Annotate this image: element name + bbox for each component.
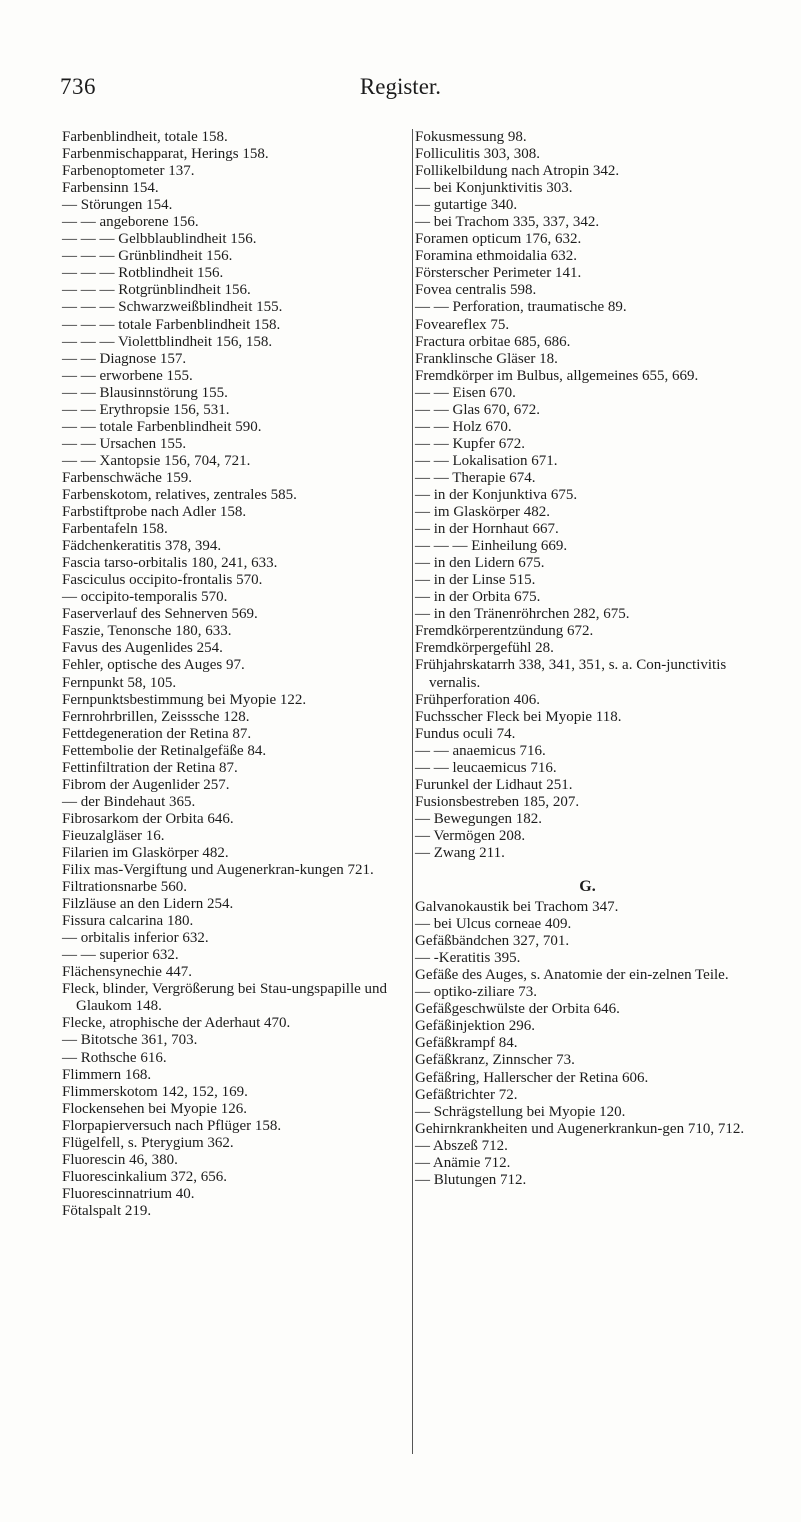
index-column-left [62, 129, 407, 1220]
index-entry: — Rothsche 616. [62, 1049, 167, 1066]
index-entry: Fibrom der Augenlider 257. [62, 776, 230, 793]
index-entry: Fremdkörpergefühl 28. [415, 640, 554, 657]
index-entry: Fissura calcarina 180. [62, 913, 194, 930]
index-entry: — in der Orbita 675. [415, 589, 541, 606]
index-entry: Favus des Augenlides 254. [62, 640, 223, 657]
index-entry: Fusionsbestreben 185, 207. [415, 793, 580, 810]
index-entry: Foramen opticum 176, 632. [415, 231, 582, 248]
index-entry: Gefäßtrichter 72. [415, 1086, 518, 1103]
page-number: 736 [60, 74, 96, 99]
index-entry: Filarien im Glaskörper 482. [62, 844, 229, 861]
index-entry: Florpapierversuch nach Pflüger 158. [62, 1117, 282, 1134]
index-entry: — Bewegungen 182. [415, 810, 543, 827]
index-entry: — — — Rotgrünblindheit 156. [62, 282, 251, 299]
index-entry: Gefäßgeschwülste der Orbita 646. [415, 1001, 620, 1018]
index-entry: — Bitotsche 361, 703. [62, 1032, 198, 1049]
index-entry: — im Glaskörper 482. [415, 504, 550, 521]
index-entry: — orbitalis inferior 632. [62, 930, 209, 947]
index-entry: — — — totale Farbenblindheit 158. [62, 316, 281, 333]
index-entry: Farbenmischapparat, Herings 158. [62, 146, 269, 163]
index-entry: Fremdkörper im Bulbus, allgemeines 655, 669. [415, 367, 699, 384]
index-entry: Filzläuse an den Lidern 254. [62, 896, 234, 913]
index-entry: Flimmerskotom 142, 152, 169. [62, 1083, 248, 1100]
index-entry: Fleck, blinder, Vergrößerung bei Stau-ungspapille und Glaukom 148. [62, 981, 388, 1015]
index-entry: — in der Linse 515. [415, 572, 536, 589]
index-entry: Fädchenkeratitis 378, 394. [62, 538, 222, 555]
index-entry: Farbentafeln 158. [62, 521, 168, 538]
index-entry: Foveareflex 75. [415, 316, 510, 333]
index-entry: — — Erythropsie 156, 531. [62, 401, 230, 418]
index-entry: Fibrosarkom der Orbita 646. [62, 810, 234, 827]
index-entry: — — Eisen 670. [415, 384, 516, 401]
index-entry: Fluorescinnatrium 40. [62, 1185, 195, 1202]
index-entry: Farbenblindheit, totale 158. [62, 129, 228, 145]
index-entry: Gefäßring, Hallerscher der Retina 606. [415, 1069, 649, 1086]
index-entry: — — Perforation, traumatische 89. [415, 299, 627, 316]
index-entry: Follikelbildung nach Atropin 342. [415, 163, 620, 180]
index-entry: Folliculitis 303, 308. [415, 146, 541, 163]
index-entry: Fluorescin 46, 380. [62, 1151, 178, 1168]
index-entry: — in der Hornhaut 667. [415, 521, 559, 538]
index-entry: — bei Trachom 335, 337, 342. [415, 214, 600, 231]
index-entry: Flockensehen bei Myopie 126. [62, 1100, 247, 1117]
index-entry: Gehirnkrankheiten und Augenerkrankun-gen 710, 712. [415, 1120, 745, 1137]
index-entry: — — — Violettblindheit 156, 158. [62, 333, 273, 350]
index-entry: — in den Lidern 675. [415, 555, 545, 572]
index-entry: Frühperforation 406. [415, 691, 540, 708]
index-entry: — -Keratitis 395. [415, 950, 521, 967]
index-entry: — — anaemicus 716. [415, 742, 546, 759]
index-entry: Fasciculus occipito-frontalis 570. [62, 572, 263, 589]
index-entry: Fettinfiltration der Retina 87. [62, 759, 238, 776]
index-entry: — in den Tränenröhrchen 282, 675. [415, 606, 630, 623]
index-entries-f [415, 129, 760, 862]
index-entry: Försterscher Perimeter 141. [415, 265, 582, 282]
index-entry: Gefäßkrampf 84. [415, 1035, 518, 1052]
index-entry: Fuchsscher Fleck bei Myopie 118. [415, 708, 622, 725]
index-entry: — Zwang 211. [415, 844, 505, 861]
index-entry: — — leucaemicus 716. [415, 759, 557, 776]
index-entry: Gefäßbändchen 327, 701. [415, 933, 570, 950]
page-header [0, 74, 801, 106]
index-entry: Foramina ethmoidalia 632. [415, 248, 578, 265]
index-entry: Fernpunkt 58, 105. [62, 674, 177, 691]
index-entry: Fettembolie der Retinalgefäße 84. [62, 742, 267, 759]
index-entry: — — Diagnose 157. [62, 350, 187, 367]
index-entry: — gutartige 340. [415, 197, 518, 214]
index-entry: Flimmern 168. [62, 1066, 152, 1083]
index-entry: — — Lokalisation 671. [415, 452, 558, 469]
index-entry: — — erworbene 155. [62, 367, 193, 384]
index-entry: Farbstiftprobe nach Adler 158. [62, 504, 247, 521]
running-title: Register. [359, 74, 442, 99]
index-entry: Galvanokaustik bei Trachom 347. [415, 899, 619, 916]
index-entry: — der Bindehaut 365. [62, 793, 196, 810]
index-entry: Flügelfell, s. Pterygium 362. [62, 1134, 234, 1151]
index-entry: — — totale Farbenblindheit 590. [62, 418, 262, 435]
index-entry: — Blutungen 712. [415, 1171, 527, 1188]
index-column-right [412, 129, 760, 1454]
index-entry: — — Ursachen 155. [62, 435, 187, 452]
index-entry: — — angeborene 156. [62, 214, 199, 231]
index-entry: — — Holz 670. [415, 418, 512, 435]
index-entry: Fehler, optische des Auges 97. [62, 657, 245, 674]
index-entry: Fovea centralis 598. [415, 282, 537, 299]
index-entry: Filtrationsnarbe 560. [62, 879, 187, 896]
index-entry: Farbenskotom, relatives, zentrales 585. [62, 486, 297, 503]
index-entry: Fascia tarso-orbitalis 180, 241, 633. [62, 555, 278, 572]
index-entry: Fokusmessung 98. [415, 129, 527, 145]
index-entry: — — Kupfer 672. [415, 435, 525, 452]
index-entry: — occipito-temporalis 570. [62, 589, 228, 606]
index-entry: Fieuzalgläser 16. [62, 827, 165, 844]
index-entry: Fötalspalt 219. [62, 1202, 152, 1219]
index-entry: — bei Ulcus corneae 409. [415, 916, 572, 933]
index-entry: Fernpunktsbestimmung bei Myopie 122. [62, 691, 307, 708]
index-entry: Franklinsche Gläser 18. [415, 350, 558, 367]
index-entry: — in der Konjunktiva 675. [415, 486, 578, 503]
index-entry: — Abszeß 712. [415, 1137, 508, 1154]
index-entry: — — superior 632. [62, 947, 179, 964]
index-entry: Fluorescinkalium 372, 656. [62, 1168, 227, 1185]
index-entry: — — Therapie 674. [415, 469, 536, 486]
index-entry: — optiko-ziliare 73. [415, 984, 538, 1001]
index-entry: Gefäßinjektion 296. [415, 1018, 535, 1035]
index-entry: — — — Gelbblaublindheit 156. [62, 231, 257, 248]
index-entry: Fundus oculi 74. [415, 725, 516, 742]
index-entry: Frühjahrskatarrh 338, 341, 351, s. a. Con-junctivitis vernalis. [415, 657, 727, 691]
index-entry: — Anämie 712. [415, 1154, 511, 1171]
index-entry: Furunkel der Lidhaut 251. [415, 776, 573, 793]
index-entry: Faserverlauf des Sehnerven 569. [62, 606, 258, 623]
index-entry: — bei Konjunktivitis 303. [415, 180, 573, 197]
index-entry: Farbenoptometer 137. [62, 163, 195, 180]
index-entry: — Störungen 154. [62, 197, 173, 214]
index-entry: Flecke, atrophische der Aderhaut 470. [62, 1015, 291, 1032]
index-entry: Gefäßkranz, Zinnscher 73. [415, 1052, 575, 1069]
index-entry: Farbensinn 154. [62, 180, 159, 197]
index-entry: — — Xantopsie 156, 704, 721. [62, 452, 251, 469]
index-entry: — Vermögen 208. [415, 827, 526, 844]
index-entry: — — — Schwarzweißblindheit 155. [62, 299, 283, 316]
index-entry: — — Blausinnstörung 155. [62, 384, 228, 401]
index-entry: Faszie, Tenonsche 180, 633. [62, 623, 232, 640]
index-entry: Fractura orbitae 685, 686. [415, 333, 571, 350]
index-entry: Filix mas-Vergiftung und Augenerkran-kungen 721. [62, 862, 374, 879]
index-entry: Farbenschwäche 159. [62, 469, 192, 486]
index-entry: — — — Einheilung 669. [415, 538, 568, 555]
index-entry: Fernrohrbrillen, Zeisssche 128. [62, 708, 250, 725]
index-entry: Gefäße des Auges, s. Anatomie der ein-zelnen Teile. [415, 967, 729, 984]
index-entry: — — Glas 670, 672. [415, 401, 540, 418]
index-entry: Fettdegeneration der Retina 87. [62, 725, 252, 742]
index-entry: Flächensynechie 447. [62, 964, 192, 981]
index-entry: Fremdkörperentzündung 672. [415, 623, 594, 640]
index-entry: — — — Grünblindheit 156. [62, 248, 233, 265]
index-entry: — Schrägstellung bei Myopie 120. [415, 1103, 626, 1120]
index-entry: — — — Rotblindheit 156. [62, 265, 224, 282]
index-entries-g [415, 899, 760, 1189]
section-heading-g: G. [579, 878, 596, 896]
